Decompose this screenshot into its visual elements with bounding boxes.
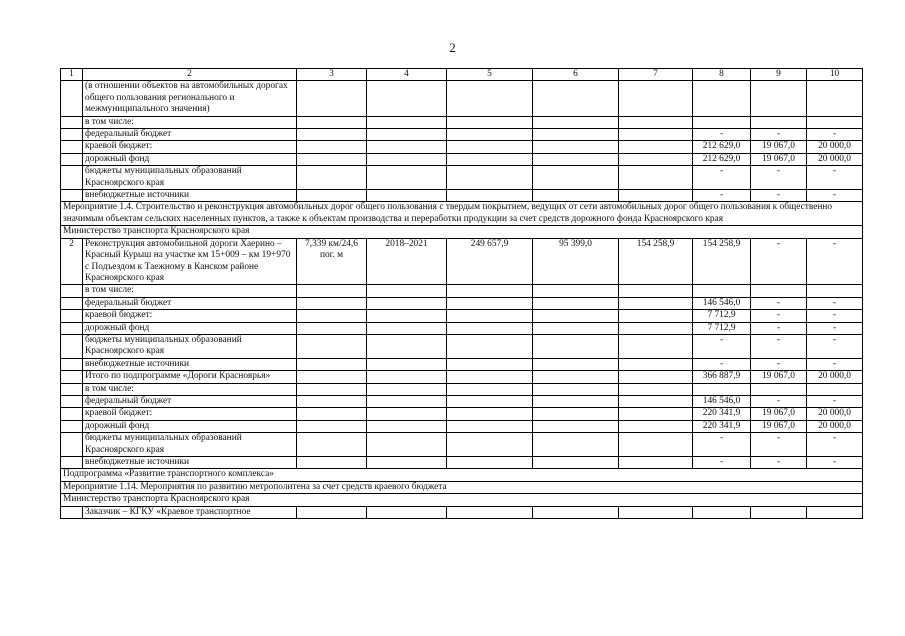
table-cell-col6 <box>533 457 619 469</box>
section-row <box>61 481 863 493</box>
table-cell-col3 <box>297 334 367 358</box>
table-cell-col6 <box>533 153 619 165</box>
table-cell-col2: Итого по подпрограмме «Дороги Красноярья» <box>83 371 297 383</box>
table-cell-col8: 212 629,0 <box>693 141 751 153</box>
table-cell-col3 <box>297 166 367 190</box>
table-cell-col2: дорожный фонд <box>83 420 297 432</box>
table-cell-col6 <box>533 358 619 370</box>
table-cell-col5 <box>447 383 533 395</box>
table-cell-col3 <box>297 297 367 309</box>
table-cell-col5 <box>447 395 533 407</box>
table-cell-col3 <box>297 457 367 469</box>
table-cell-col4 <box>367 408 447 420</box>
table-cell-col1 <box>61 141 83 153</box>
table-cell-col1 <box>61 395 83 407</box>
table-cell-col2: в том числе: <box>83 383 297 395</box>
table-cell-col4 <box>367 166 447 190</box>
column-header: 5 <box>447 69 533 81</box>
table-cell-col10: - <box>807 457 863 469</box>
table-cell-col2: в том числе: <box>83 285 297 297</box>
table-cell-col3 <box>297 322 367 334</box>
table-cell-col8: 212 629,0 <box>693 153 751 165</box>
table-cell-col5 <box>447 408 533 420</box>
table-cell-col9 <box>751 81 807 116</box>
section-title: Подпрограмма «Развитие транспортного комплекса» <box>61 469 863 481</box>
table-cell-col6 <box>533 395 619 407</box>
table-cell-col9: 19 067,0 <box>751 141 807 153</box>
table-cell-col1 <box>61 408 83 420</box>
table-cell-col3 <box>297 153 367 165</box>
table-cell-col8 <box>693 506 751 518</box>
table-cell-col9: - <box>751 358 807 370</box>
table-cell-col7 <box>619 141 693 153</box>
table-cell-col7 <box>619 457 693 469</box>
table-cell-col3 <box>297 285 367 297</box>
table-row <box>61 297 863 309</box>
table-cell-col1 <box>61 310 83 322</box>
table-cell-col3 <box>297 116 367 128</box>
table-cell-col10: - <box>807 129 863 141</box>
table-cell-col4 <box>367 81 447 116</box>
table-cell-col2: краевой бюджет: <box>83 408 297 420</box>
table-cell-col4 <box>367 310 447 322</box>
table-cell-col4 <box>367 383 447 395</box>
table-cell-col1 <box>61 371 83 383</box>
table-cell-col4 <box>367 190 447 202</box>
table-cell-col6 <box>533 408 619 420</box>
table-cell-col7 <box>619 371 693 383</box>
table-cell-col6: 95 399,0 <box>533 238 619 285</box>
table-cell-col10: - <box>807 395 863 407</box>
table-cell-col8 <box>693 383 751 395</box>
table-cell-col5: 249 657,9 <box>447 238 533 285</box>
column-header: 3 <box>297 69 367 81</box>
table-cell-col5 <box>447 297 533 309</box>
table-cell-col9 <box>751 285 807 297</box>
table-cell-col5 <box>447 358 533 370</box>
table-cell-col1 <box>61 190 83 202</box>
table-cell-col2: дорожный фонд <box>83 153 297 165</box>
table-cell-col3 <box>297 371 367 383</box>
table-cell-col1 <box>61 383 83 395</box>
table-cell-col9: - <box>751 322 807 334</box>
table-cell-col10: - <box>807 322 863 334</box>
table-cell-col8: 154 258,9 <box>693 238 751 285</box>
section-row <box>61 202 863 226</box>
table-cell-col4 <box>367 433 447 457</box>
table-cell-col4 <box>367 322 447 334</box>
table-row <box>61 153 863 165</box>
table-cell-col10 <box>807 383 863 395</box>
table-cell-col8: 146 546,0 <box>693 297 751 309</box>
column-header: 9 <box>751 69 807 81</box>
table-cell-col4 <box>367 285 447 297</box>
table-cell-col2: в том числе: <box>83 116 297 128</box>
table-cell-col10 <box>807 285 863 297</box>
table-row <box>61 322 863 334</box>
table-row <box>61 81 863 116</box>
table-cell-col2: федеральный бюджет <box>83 395 297 407</box>
table-cell-col2: бюджеты муниципальных образований Красноярского края <box>83 334 297 358</box>
table-cell-col4 <box>367 358 447 370</box>
table-cell-col9: - <box>751 297 807 309</box>
table-cell-col10 <box>807 116 863 128</box>
table-cell-col6 <box>533 129 619 141</box>
table-row <box>61 334 863 358</box>
table-row <box>61 433 863 457</box>
table-header-row <box>61 69 863 81</box>
section-row <box>61 226 863 238</box>
table-cell-col2: внебюджетные источники <box>83 190 297 202</box>
table-row <box>61 285 863 297</box>
page-number: 2 <box>449 40 456 55</box>
table-cell-col2: бюджеты муниципальных образований Красноярского края <box>83 433 297 457</box>
table-cell-col3 <box>297 506 367 518</box>
table-cell-col10: - <box>807 190 863 202</box>
table-row <box>61 371 863 383</box>
table-cell-col8: 7 712,9 <box>693 322 751 334</box>
table-cell-col6 <box>533 322 619 334</box>
table-cell-col3 <box>297 383 367 395</box>
table-cell-col1 <box>61 116 83 128</box>
table-row <box>61 358 863 370</box>
table-cell-col1 <box>61 166 83 190</box>
table-cell-col10: - <box>807 310 863 322</box>
table-cell-col10: 20 000,0 <box>807 420 863 432</box>
section-title: Министерство транспорта Красноярского края <box>61 494 863 506</box>
table-cell-col5 <box>447 433 533 457</box>
table-cell-col2: краевой бюджет: <box>83 141 297 153</box>
table-cell-col1 <box>61 153 83 165</box>
table-cell-col5 <box>447 334 533 358</box>
table-cell-col4 <box>367 506 447 518</box>
table-cell-col6 <box>533 81 619 116</box>
table-row <box>61 141 863 153</box>
table-cell-col4 <box>367 297 447 309</box>
table-cell-col5 <box>447 166 533 190</box>
table-cell-col6 <box>533 310 619 322</box>
table-cell-col5 <box>447 190 533 202</box>
table-row <box>61 420 863 432</box>
table-cell-col5 <box>447 81 533 116</box>
table-cell-col9 <box>751 383 807 395</box>
table-cell-col10: - <box>807 238 863 285</box>
table-cell-col5 <box>447 371 533 383</box>
section-title: Министерство транспорта Красноярского края <box>61 226 863 238</box>
table-cell-col8: 146 546,0 <box>693 395 751 407</box>
table-row <box>61 166 863 190</box>
table-cell-col5 <box>447 420 533 432</box>
table-cell-col2: Реконструкция автомобильной дороги Хаерино – Красный Курыш на участке км 15+009 – км 19+970 с Подъездом к Таежному в Канском районе Красноярского края <box>83 238 297 285</box>
table-cell-col3: 7,339 км/24,6 пог. м <box>297 238 367 285</box>
table-cell-col7 <box>619 310 693 322</box>
table-cell-col7 <box>619 395 693 407</box>
table-cell-col8: - <box>693 334 751 358</box>
table-row <box>61 238 863 285</box>
table-cell-col10: 20 000,0 <box>807 371 863 383</box>
table-cell-col9: 19 067,0 <box>751 408 807 420</box>
table-cell-col9: - <box>751 166 807 190</box>
table-cell-col4 <box>367 457 447 469</box>
table-cell-col7 <box>619 506 693 518</box>
table-cell-col10: 20 000,0 <box>807 408 863 420</box>
table-cell-col6 <box>533 371 619 383</box>
table-cell-col4 <box>367 129 447 141</box>
section-title: Мероприятие 1.4. Строительство и реконструкция автомобильных дорог общего пользования с твердым покрытием, ведущих от сети автомобильных дорог общего пользования к общественно значимым объектам сельских населенных пунктов, а также к объектам производства и переработки продукции за счет средств дорожного фонда Красноярского края <box>61 202 863 226</box>
table-row <box>61 310 863 322</box>
table-cell-col4 <box>367 371 447 383</box>
table-cell-col4 <box>367 420 447 432</box>
table-cell-col4 <box>367 116 447 128</box>
table-cell-col3 <box>297 395 367 407</box>
table-cell-col9: 19 067,0 <box>751 153 807 165</box>
table-cell-col2: федеральный бюджет <box>83 297 297 309</box>
table-row <box>61 457 863 469</box>
table-cell-col7 <box>619 334 693 358</box>
table-cell-col9: - <box>751 238 807 285</box>
table-cell-col7 <box>619 285 693 297</box>
table-cell-col10: - <box>807 433 863 457</box>
table-cell-col6 <box>533 297 619 309</box>
section-title: Мероприятие 1.14. Мероприятия по развитию метрополитена за счет средств краевого бюджета <box>61 481 863 493</box>
table-cell-col6 <box>533 420 619 432</box>
table-cell-col3 <box>297 433 367 457</box>
table-cell-col5 <box>447 506 533 518</box>
table-row <box>61 383 863 395</box>
column-header: 2 <box>83 69 297 81</box>
table-cell-col3 <box>297 408 367 420</box>
table-cell-col4: 2018–2021 <box>367 238 447 285</box>
table-cell-col7 <box>619 408 693 420</box>
table-cell-col2: бюджеты муниципальных образований Красноярского края <box>83 166 297 190</box>
table-cell-col7 <box>619 433 693 457</box>
table-cell-col7 <box>619 116 693 128</box>
table-cell-col2: внебюджетные источники <box>83 457 297 469</box>
table-cell-col1 <box>61 506 83 518</box>
table-cell-col6 <box>533 141 619 153</box>
table-cell-col6 <box>533 383 619 395</box>
table-cell-col8: - <box>693 190 751 202</box>
table-cell-col8: 220 341,9 <box>693 420 751 432</box>
table-cell-col6 <box>533 190 619 202</box>
table-row <box>61 506 863 518</box>
table-cell-col10: - <box>807 358 863 370</box>
table-row <box>61 116 863 128</box>
table-cell-col2: федеральный бюджет <box>83 129 297 141</box>
table-cell-col7 <box>619 322 693 334</box>
table-cell-col10 <box>807 506 863 518</box>
budget-table <box>60 68 863 519</box>
table-cell-col6 <box>533 116 619 128</box>
table-cell-col6 <box>533 433 619 457</box>
table-cell-col6 <box>533 334 619 358</box>
table-cell-col8: - <box>693 433 751 457</box>
table-cell-col7 <box>619 166 693 190</box>
table-cell-col5 <box>447 141 533 153</box>
table-cell-col9: - <box>751 334 807 358</box>
table-cell-col10: 20 000,0 <box>807 141 863 153</box>
table-cell-col3 <box>297 81 367 116</box>
table-cell-col1 <box>61 129 83 141</box>
table-cell-col8 <box>693 116 751 128</box>
table-cell-col10 <box>807 81 863 116</box>
table-cell-col1 <box>61 457 83 469</box>
table-cell-col1 <box>61 334 83 358</box>
table-cell-col5 <box>447 322 533 334</box>
table-row <box>61 190 863 202</box>
table-cell-col5 <box>447 310 533 322</box>
table-cell-col1 <box>61 358 83 370</box>
table-cell-col8 <box>693 285 751 297</box>
table-cell-col2: внебюджетные источники <box>83 358 297 370</box>
table-cell-col7 <box>619 129 693 141</box>
table-cell-col4 <box>367 153 447 165</box>
table-cell-col10: - <box>807 166 863 190</box>
table-cell-col7 <box>619 153 693 165</box>
table-cell-col1 <box>61 297 83 309</box>
table-cell-col7 <box>619 190 693 202</box>
table-cell-col7 <box>619 297 693 309</box>
table-cell-col8: 7 712,9 <box>693 310 751 322</box>
table-cell-col7 <box>619 383 693 395</box>
table-cell-col9: - <box>751 457 807 469</box>
table-cell-col2: (в отношении объектов на автомобильных дорогах общего пользования регионального и межмуниципального значения) <box>83 81 297 116</box>
table-cell-col9: - <box>751 129 807 141</box>
table-cell-col9: 19 067,0 <box>751 420 807 432</box>
table-cell-col8 <box>693 81 751 116</box>
table-cell-col8: - <box>693 166 751 190</box>
table-cell-col3 <box>297 141 367 153</box>
section-row <box>61 469 863 481</box>
column-header: 10 <box>807 69 863 81</box>
table-cell-col4 <box>367 395 447 407</box>
table-cell-col7: 154 258,9 <box>619 238 693 285</box>
table-cell-col1: 2 <box>61 238 83 285</box>
table-cell-col8: - <box>693 457 751 469</box>
table-cell-col5 <box>447 153 533 165</box>
column-header: 7 <box>619 69 693 81</box>
column-header: 6 <box>533 69 619 81</box>
section-row <box>61 494 863 506</box>
table-cell-col1 <box>61 322 83 334</box>
table-row <box>61 408 863 420</box>
table-cell-col5 <box>447 285 533 297</box>
table-cell-col1 <box>61 420 83 432</box>
table-cell-col5 <box>447 457 533 469</box>
table-cell-col3 <box>297 310 367 322</box>
table-cell-col2: дорожный фонд <box>83 322 297 334</box>
table-cell-col6 <box>533 285 619 297</box>
table-cell-col4 <box>367 334 447 358</box>
table-cell-col7 <box>619 420 693 432</box>
table-cell-col3 <box>297 129 367 141</box>
column-header: 1 <box>61 69 83 81</box>
table-cell-col9 <box>751 506 807 518</box>
column-header: 8 <box>693 69 751 81</box>
table-cell-col7 <box>619 81 693 116</box>
table-cell-col5 <box>447 116 533 128</box>
table-cell-col9: 19 067,0 <box>751 371 807 383</box>
table-cell-col7 <box>619 358 693 370</box>
table-cell-col9: - <box>751 395 807 407</box>
table-cell-col10: - <box>807 297 863 309</box>
table-cell-col6 <box>533 166 619 190</box>
table-cell-col6 <box>533 506 619 518</box>
table-cell-col9 <box>751 116 807 128</box>
table-cell-col8: 366 887,9 <box>693 371 751 383</box>
table-cell-col4 <box>367 141 447 153</box>
table-cell-col8: - <box>693 358 751 370</box>
table-cell-col9: - <box>751 310 807 322</box>
table-cell-col9: - <box>751 433 807 457</box>
table-cell-col2: краевой бюджет: <box>83 310 297 322</box>
table-cell-col1 <box>61 285 83 297</box>
table-cell-col10: 20 000,0 <box>807 153 863 165</box>
table-cell-col3 <box>297 358 367 370</box>
table-cell-col3 <box>297 190 367 202</box>
table-cell-col1 <box>61 81 83 116</box>
table-cell-col8: - <box>693 129 751 141</box>
table-cell-col9: - <box>751 190 807 202</box>
table-cell-col10: - <box>807 334 863 358</box>
table-row <box>61 395 863 407</box>
column-header: 4 <box>367 69 447 81</box>
table-cell-col8: 220 341,9 <box>693 408 751 420</box>
table-cell-col3 <box>297 420 367 432</box>
table-cell-col2: Заказчик – КГКУ «Краевое транспортное <box>83 506 297 518</box>
table-cell-col1 <box>61 433 83 457</box>
table-cell-col5 <box>447 129 533 141</box>
table-row <box>61 129 863 141</box>
